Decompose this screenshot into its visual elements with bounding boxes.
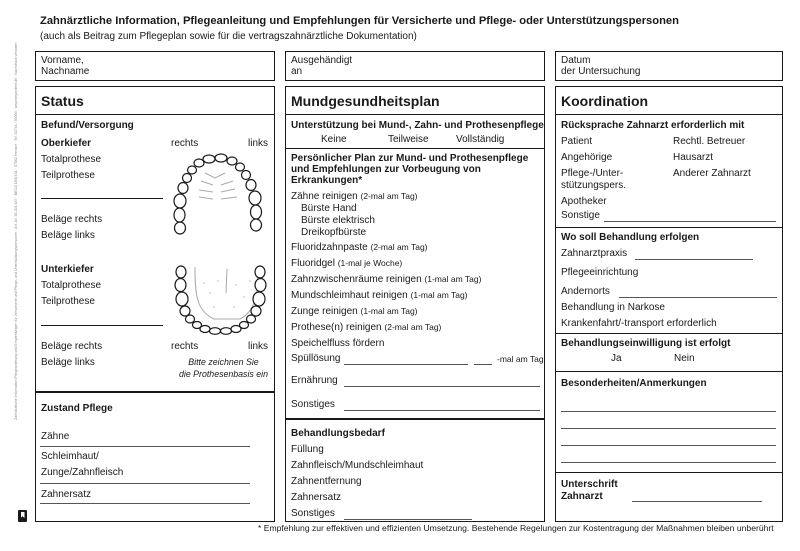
handed-label-line1: Ausgehändigt [291,55,353,66]
plan-item-speichelfluss[interactable]: Speichelfluss fördern [291,338,385,349]
prothesenbasis-hint-line1: Bitte zeichnen Sie [188,357,259,367]
wo-pflegeeinrichtung-option[interactable]: Pflegeeinrichtung [561,267,639,278]
zustand-pflege-title: Zustand Pflege [41,403,113,414]
unterschrift-label-line2: Zahnarzt [561,491,603,502]
handed-to-field[interactable] [285,51,545,81]
date-label-line2: der Untersuchung [561,66,641,77]
wo-zahnarztpraxis-option[interactable]: Zahnarztpraxis [561,248,628,259]
ruecksprache-title: Rücksprache Zahnarzt erforderlich mit [561,120,745,131]
ruecksprache-pflege-line2: stützungspers. [561,180,627,191]
ruecksprache-anderer-zahnarzt[interactable]: Anderer Zahnarzt [673,168,751,179]
plan-item-zaehne-reinigen[interactable]: Zähne reinigen (2-mal am Tag) [291,191,418,202]
sonstiges-line[interactable] [344,410,540,411]
einwilligung-ja-option[interactable]: Ja [611,353,622,364]
krankenfahrt-option[interactable]: Krankenfahrt/-transport erforderlich [561,318,717,329]
zahnarztpraxis-line[interactable] [635,259,753,260]
ruecksprache-hausarzt[interactable]: Hausarzt [673,152,714,163]
support-title: Unterstützung bei Mund-, Zahn- und Prothesenpflege [291,120,544,131]
schleimhaut-label-line1: Schleimhaut/ [41,451,99,462]
spuelloesung-line[interactable] [344,364,468,365]
bedarf-sonstiges-label: Sonstiges [291,508,335,519]
ernaehrung-label: Ernährung [291,375,338,386]
upper-notes-line[interactable] [41,198,163,199]
plan-item-zunge[interactable]: Zunge reinigen (1-mal am Tag) [291,306,418,317]
form-subtitle: (auch als Beitrag zum Pflegeplan sowie für die vertragszahnärztliche Dokumentation) [40,31,417,42]
koordination-title: Koordination [556,87,782,115]
bedarf-item-fuellung[interactable]: Füllung [291,444,324,455]
einwilligung-nein-option[interactable]: Nein [674,353,695,364]
besonderheiten-line-3[interactable] [561,445,776,446]
befund-title: Befund/Versorgung [41,120,134,131]
upper-links-label: links [248,138,269,149]
upper-jaw-diagram-icon[interactable] [169,149,269,239]
lower-teilprothese-option[interactable]: Teilprothese [41,296,95,307]
ruecksprache-patient[interactable]: Patient [561,136,593,147]
ruecksprache-pflege-line1[interactable]: Pflege-/Unter- [561,168,624,179]
mal-am-tag-label: -mal am Tag [497,354,544,364]
name-field[interactable] [35,51,275,81]
bedarf-sonstiges-line[interactable] [344,519,472,520]
status-title: Status [36,87,274,115]
bedarf-item-zahnentfernung[interactable]: Zahnentfernung [291,476,362,487]
exam-date-field[interactable] [555,51,783,81]
besonderheiten-line-4[interactable] [561,462,776,463]
plan-item-buerste-hand[interactable]: Bürste Hand [301,203,357,214]
einwilligung-title: Behandlungseinwilligung ist erfolgt [561,338,731,349]
support-option-teilweise[interactable]: Teilweise [388,134,429,145]
plan-item-fluoridzahnpaste[interactable]: Fluoridzahnpaste (2-mal am Tag) [291,242,428,253]
upper-belaege-rechts-option[interactable]: Beläge rechts [41,214,103,225]
personal-plan-title-line2: und Empfehlungen zur Vorbeugung von [291,164,481,175]
unterschrift-label-line1: Unterschrift [561,479,618,490]
ernaehrung-line[interactable] [344,386,540,387]
wo-behandlung-title: Wo soll Behandlung erfolgen [561,232,700,243]
bedarf-item-zahnersatz[interactable]: Zahnersatz [291,492,342,503]
besonderheiten-line-1[interactable] [561,411,776,412]
publisher-logo-icon [18,510,27,522]
bedarf-item-zahnfleisch[interactable]: Zahnfleisch/Mundschleimhaut [291,460,424,471]
zaehne-label: Zähne [41,431,70,442]
signature-line[interactable] [632,501,762,502]
unterkiefer-label: Unterkiefer [41,264,94,275]
wo-andernorts-option[interactable]: Andernorts [561,286,610,297]
plan-title: Mundgesundheitsplan [286,87,544,115]
lower-jaw-diagram-icon[interactable] [174,263,274,338]
prothesenbasis-hint-line2: die Prothesenbasis ein [178,369,268,379]
upper-teilprothese-option[interactable]: Teilprothese [41,170,95,181]
lower-belaege-rechts-option[interactable]: Beläge rechts [41,341,103,352]
zaehne-line[interactable] [40,446,250,447]
plan-item-mundschleimhaut[interactable]: Mundschleimhaut reinigen (1-mal am Tag) [291,290,468,301]
lower-belaege-links-option[interactable]: Beläge links [41,357,95,368]
besonderheiten-title: Besonderheiten/Anmerkungen [561,378,707,389]
ruecksprache-apotheker[interactable]: Apotheker [561,196,607,207]
personal-plan-title-line1: Persönlicher Plan zur Mund- und Prothesenpflege [291,153,529,164]
plan-item-dreikopfbuerste[interactable]: Dreikopfbürste [301,227,367,238]
zahnersatz-label: Zahnersatz [41,489,92,500]
ruecksprache-sonstige-label: Sonstige [561,210,600,221]
mundgesundheitsplan-section [285,86,545,419]
support-option-keine[interactable]: Keine [321,134,347,145]
name-label-line1: Vorname, [41,55,84,66]
footnote: * Empfehlung zur effektiven und effizienten Umsetzung. Bestehende Regelungen zur Kostentragung der Maßnahmen bleiben unberührt [258,523,774,533]
date-label-line1: Datum [561,55,591,66]
upper-rechts-label: rechts [171,138,199,149]
side-imprint: Zahnärztliche Information Pflegeanleitung und Empfehlungen für Versicherte und Pflege- und Unterstützungspersonen · Art.-Nr. 83 201 487 · BECO DENTAL · 57562 Herdorf · Tel. 02744 / 93000 · www.beyondent.de · Nachdruck verboten [14,42,18,420]
oberkiefer-label: Oberkiefer [41,138,92,149]
status-section [35,86,275,392]
andernorts-line[interactable] [619,297,777,298]
schleimhaut-line[interactable] [40,483,250,484]
personal-plan-title-line3: Erkrankungen* [291,175,363,186]
spuelloesung-label: Spüllösung [291,353,341,364]
ruecksprache-sonstige-line[interactable] [604,221,776,222]
support-option-vollstaendig[interactable]: Vollständig [456,134,505,145]
schleimhaut-label-line2: Zunge/Zahnfleisch [41,467,124,478]
zahnersatz-line[interactable] [40,503,250,504]
ruecksprache-betreuer[interactable]: Rechtl. Betreuer [673,136,746,147]
plan-item-zahnzwischenraeume[interactable]: Zahnzwischenräume reinigen (1-mal am Tag) [291,274,482,285]
behandlungsbedarf-title: Behandlungsbedarf [291,428,385,439]
plan-item-fluoridgel[interactable]: Fluoridgel (1-mal je Woche) [291,258,403,269]
koordination-section [555,86,783,522]
handed-label-line2: an [291,66,303,77]
plan-item-buerste-elektrisch[interactable]: Bürste elektrisch [301,215,375,226]
lower-totalprothese-option[interactable]: Totalprothese [41,280,102,291]
behandlungsbedarf-section [285,419,545,522]
narkose-option[interactable]: Behandlung in Narkose [561,302,665,313]
sonstiges-label: Sonstiges [291,399,335,410]
spuelloesung-frequency-line[interactable] [474,364,492,365]
name-label-line2: Nachname [41,66,90,77]
lower-notes-line[interactable] [41,325,163,326]
lower-rechts-label: rechts [171,341,199,352]
form-title: Zahnärztliche Information, Pflegeanleitung und Empfehlungen für Versicherte und Pflege- oder Unterstützungspersonen [40,15,679,27]
upper-belaege-links-option[interactable]: Beläge links [41,230,95,241]
besonderheiten-line-2[interactable] [561,428,776,429]
upper-totalprothese-option[interactable]: Totalprothese [41,154,102,165]
zustand-pflege-section [35,392,275,522]
plan-item-prothesen[interactable]: Prothese(n) reinigen (2-mal am Tag) [291,322,442,333]
ruecksprache-angehoerige[interactable]: Angehörige [561,152,613,163]
lower-links-label: links [248,341,269,352]
